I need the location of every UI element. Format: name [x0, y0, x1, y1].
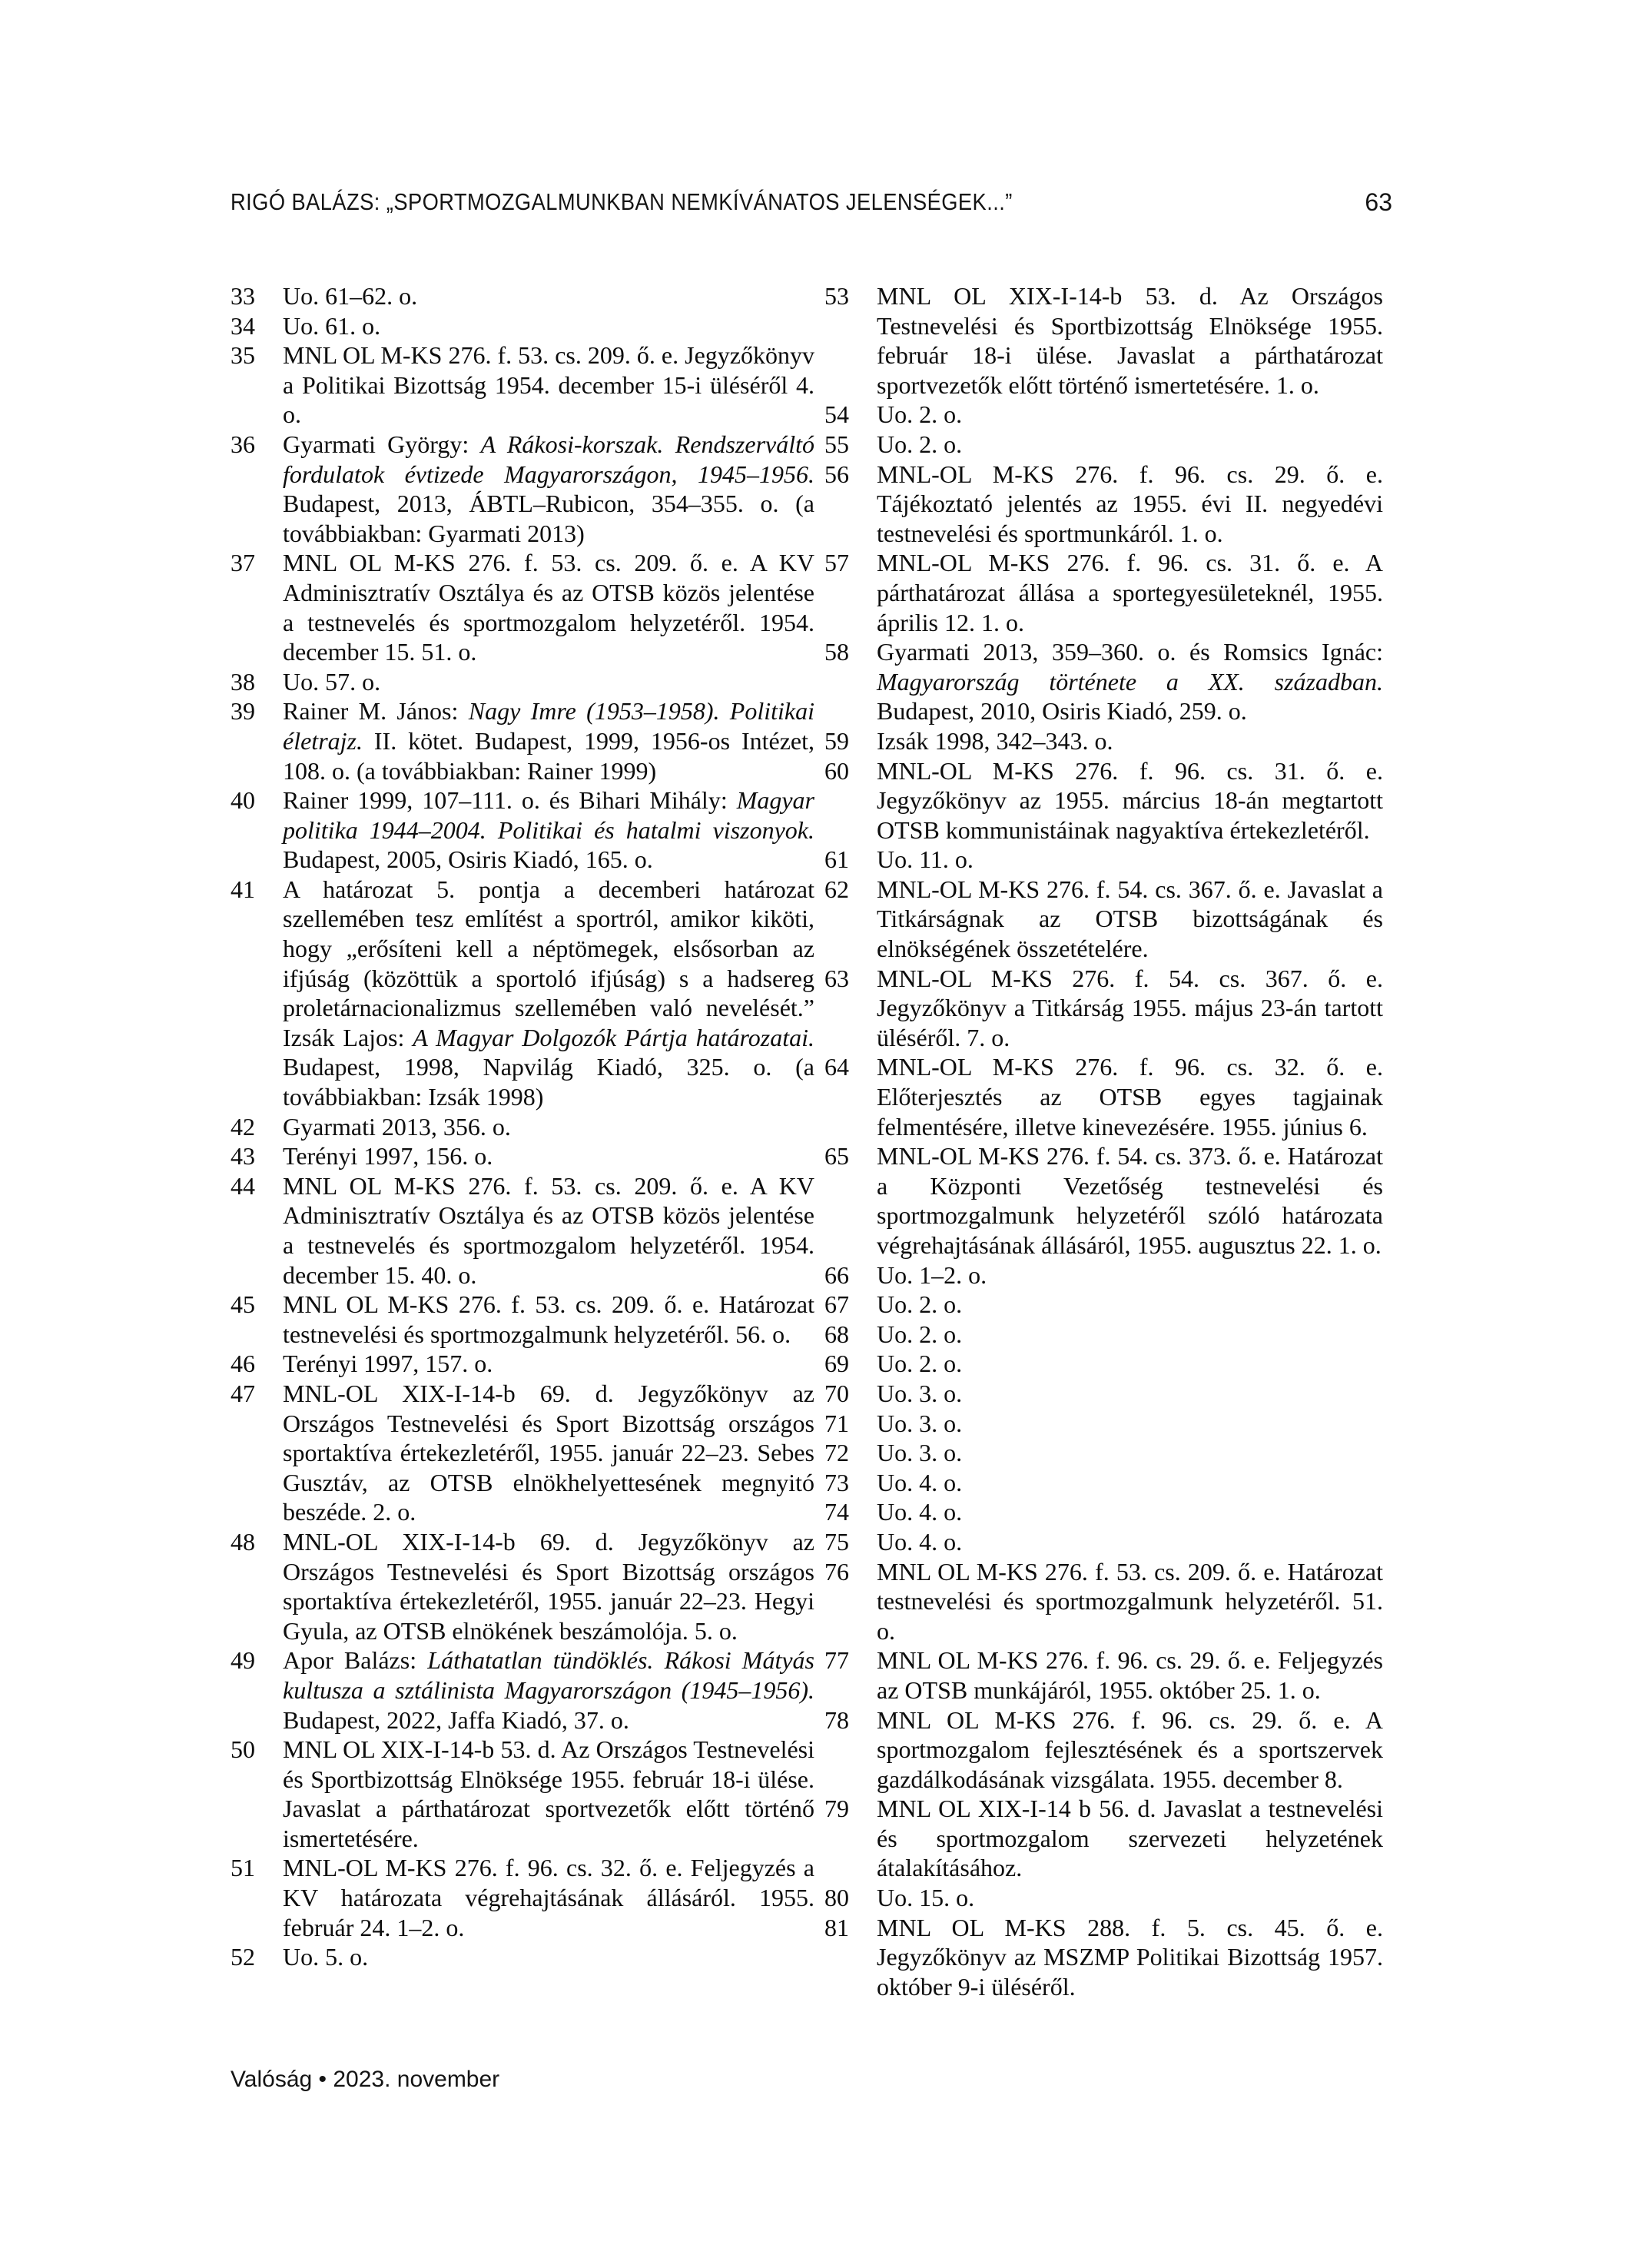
footnote-run: Terényi 1997, 156. o. — [283, 1142, 493, 1171]
footnote-number: 58 — [824, 638, 849, 666]
footnote-text — [877, 281, 1383, 400]
footnote-item — [824, 1141, 1383, 1260]
footnote-text — [283, 1171, 814, 1290]
footnote-run: Uo. 4. o. — [877, 1498, 963, 1526]
footnote-item — [231, 1645, 814, 1735]
footnote-text — [283, 1141, 814, 1171]
footnote-run: Uo. 2. o. — [877, 1350, 963, 1378]
footnote-text — [877, 1320, 1383, 1350]
footnote-item — [824, 1052, 1383, 1141]
footnote-run: Budapest, 1998, Napvilág Kiadó, 325. o. (a továbbiakban: Izsák 1998) — [283, 1053, 814, 1111]
footnote-work-title-italic: Magyarország története a XX. században. — [877, 667, 1383, 696]
footnote-number: 55 — [824, 430, 849, 458]
footnote-text — [283, 696, 814, 785]
footnote-number: 36 — [231, 430, 255, 458]
footnote-text — [877, 1141, 1383, 1260]
footnote-run: Gyarmati 2013, 359–360. o. és Romsics Ignác: — [877, 638, 1383, 666]
footnote-item — [824, 1468, 1383, 1498]
footnote-item — [231, 1112, 814, 1142]
footnote-run: MNL-OL M-KS 276. f. 54. cs. 367. ő. e. Javaslat a Titkárságnak az OTSB bizottságának és elnökségének összetételére. — [877, 875, 1383, 963]
footnote-run: MNL-OL XIX-I-14-b 69. d. Jegyzőkönyv az Országos Testnevelési és Sport Bizottság országos sportaktíva értekezletéről, 1955. január 22–23. Sebes Gusztáv, az OTSB elnökhelyettesének megnyitó beszéde. 2. o. — [283, 1379, 814, 1526]
footnote-item — [231, 1527, 814, 1645]
footnote-text — [877, 1349, 1383, 1379]
footnote-run: MNL-OL M-KS 276. f. 96. cs. 31. ő. e. Jegyzőkönyv az 1955. március 18-án megtartott OTSB kommunistáinak nagyaktíva értekezletéről. — [877, 756, 1383, 844]
footnote-item — [231, 340, 814, 430]
footnote-item — [824, 1557, 1383, 1646]
footnote-item — [824, 637, 1383, 726]
footnote-text — [877, 1557, 1383, 1646]
footnotes-column-left — [231, 281, 814, 1972]
footnote-run: A határozat 5. pontja a decemberi határozat szellemében tesz említést a sportról, amikor kiköti, hogy „erősíteni kell a néptömegek, elsősorban az ifjúság (közöttük a sportoló ifjúság) s a hadsereg proletárnacionalizmus szellemében való nevelését.” Izsák Lajos: — [283, 875, 814, 1051]
footnote-number: 75 — [824, 1527, 849, 1556]
footnote-run: MNL OL M-KS 276. f. 96. cs. 29. ő. e. Feljegyzés az OTSB munkájáról, 1955. október 25. 1. o. — [877, 1646, 1383, 1704]
footnote-run: Rainer 1999, 107–111. o. és Bihari Mihály: — [283, 786, 737, 815]
footnote-run: Gyarmati 2013, 356. o. — [283, 1112, 511, 1141]
footnote-run: Uo. 2. o. — [877, 1320, 963, 1348]
footnote-item — [231, 1171, 814, 1290]
footnote-work-title-italic: Nagy Imre (1953–1958). Politikai életrajz. — [283, 697, 815, 755]
footnote-text — [283, 1349, 814, 1379]
footnote-item — [231, 1853, 814, 1942]
footnote-text — [877, 1794, 1383, 1883]
footnote-number: 43 — [231, 1142, 255, 1171]
footnote-number: 33 — [231, 282, 255, 310]
footnote-number: 35 — [231, 341, 255, 370]
footnote-run: Budapest, 2005, Osiris Kiadó, 165. o. — [283, 845, 653, 874]
footnote-number: 39 — [231, 697, 255, 726]
page-header — [231, 188, 1392, 217]
footnote-text — [877, 1290, 1383, 1320]
footnote-item — [824, 548, 1383, 637]
footnote-number: 47 — [231, 1379, 255, 1407]
footnote-text — [283, 430, 814, 548]
footnote-run: Terényi 1997, 157. o. — [283, 1350, 493, 1378]
footnote-text — [877, 1468, 1383, 1498]
footnote-item — [231, 696, 814, 785]
footnote-item — [231, 667, 814, 697]
footnote-number: 52 — [231, 1943, 255, 1971]
footnote-text — [877, 430, 1383, 460]
footnote-run: MNL OL M-KS 276. f. 96. cs. 29. ő. e. A sportmozgalom fejlesztésének és a sportszervek gazdálkodásának vizsgálata. 1955. december 8. — [877, 1705, 1383, 1793]
footnote-number: 50 — [231, 1735, 255, 1764]
footnote-text — [877, 1705, 1383, 1795]
footnote-text — [877, 1379, 1383, 1409]
footnote-run: MNL OL M-KS 276. f. 53. cs. 209. ő. e. A KV Adminisztratív Osztálya és az OTSB közös jelentése a testnevelés és sportmozgalom helyzetéről. 1954. december 15. 40. o. — [283, 1171, 814, 1289]
footnote-item — [824, 400, 1383, 430]
footnote-text — [877, 400, 1383, 430]
footnote-item — [824, 1260, 1383, 1290]
footnote-run: Uo. 61–62. o. — [283, 282, 418, 310]
footnote-number: 64 — [824, 1053, 849, 1081]
footnote-run: Uo. 61. o. — [283, 311, 381, 340]
footnote-item — [824, 1438, 1383, 1468]
footnote-number: 66 — [824, 1260, 849, 1289]
footnote-number: 65 — [824, 1142, 849, 1171]
footnote-item — [824, 460, 1383, 549]
running-title: RIGÓ BALÁZS: „SPORTMOZGALMUNKBAN NEMKÍVÁNATOS JELENSÉGEK...” — [231, 188, 1013, 215]
page-number: 63 — [1365, 188, 1392, 216]
footnote-text — [283, 1853, 814, 1942]
footnote-run: MNL-OL M-KS 276. f. 54. cs. 367. ő. e. Jegyzőkönyv a Titkárság 1955. május 23-án tartott üléséről. 7. o. — [877, 964, 1383, 1051]
footnote-text — [283, 281, 814, 311]
footnote-text — [877, 637, 1383, 726]
footnote-text — [283, 1112, 814, 1142]
footnote-number: 80 — [824, 1884, 849, 1912]
footnote-item — [824, 1913, 1383, 2002]
footnote-text — [877, 756, 1383, 845]
footnote-item — [231, 430, 814, 548]
footnote-run: Gyarmati György: — [283, 430, 481, 458]
footnote-number: 71 — [824, 1409, 849, 1437]
footnote-work-title-italic: Láthatatlan tündöklés. Rákosi Mátyás kultusza a sztálinista Magyarországon (1945–1956). — [283, 1646, 815, 1704]
footnote-text — [283, 340, 814, 430]
footnote-text — [877, 845, 1383, 875]
footnote-item — [824, 1645, 1383, 1705]
footnote-work-title-italic: A Magyar Dolgozók Pártja határozatai. — [413, 1023, 814, 1051]
footnote-text — [877, 548, 1383, 637]
footnote-work-title-italic: A Rákosi-korszak. Rendszerváltó fordulatok évtizede Magyarországon, 1945–1956. — [283, 430, 815, 488]
footnote-item — [231, 875, 814, 1112]
footnote-item — [824, 1883, 1383, 1913]
footnote-item — [824, 281, 1383, 400]
footnote-text — [877, 1052, 1383, 1141]
footnote-number: 69 — [824, 1350, 849, 1378]
footnote-run: MNL-OL M-KS 276. f. 54. cs. 373. ő. e. Határozat a Központi Vezetőség testnevelési és sportmozgalmunk helyzetéről szóló határozata végrehajtásának állásáról, 1955. augusztus 22. 1. o. — [877, 1142, 1383, 1259]
footnote-number: 81 — [824, 1913, 849, 1941]
journal-issue-label: Valóság • 2023. november — [231, 2067, 500, 2092]
footnote-text — [877, 964, 1383, 1053]
footnote-item — [824, 1794, 1383, 1883]
footnote-number: 62 — [824, 875, 849, 903]
footnote-number: 44 — [231, 1171, 255, 1200]
footnote-text — [877, 875, 1383, 964]
footnote-run: Uo. 3. o. — [877, 1439, 963, 1467]
footnote-run: II. kötet. Budapest, 1999, 1956-os Intézet, 108. o. (a továbbiakban: Rainer 1999) — [283, 726, 814, 785]
footnote-text — [283, 1645, 814, 1735]
footnote-run: Rainer M. János: — [283, 697, 469, 726]
footnote-item — [824, 1409, 1383, 1439]
footnote-text — [877, 1527, 1383, 1557]
footnote-run: Budapest, 2022, Jaffa Kiadó, 37. o. — [283, 1705, 629, 1734]
footnote-text — [283, 875, 814, 1112]
footnote-run: Uo. 3. o. — [877, 1379, 963, 1407]
footnote-run: MNL OL XIX-I-14-b 53. d. Az Országos Testnevelési és Sportbizottság Elnöksége 1955. február 18-i ülése. Javaslat a párthatározat sportvezetők előtt történő ismertetésére. 1. o. — [877, 282, 1383, 399]
footnote-run: Uo. 2. o. — [877, 400, 963, 429]
footnote-run: MNL OL M-KS 276. f. 53. cs. 209. ő. e. A KV Adminisztratív Osztálya és az OTSB közös jelentése a testnevelés és sportmozgalom helyzetéről. 1954. december 15. 51. o. — [283, 549, 814, 666]
footnote-run: Budapest, 2010, Osiris Kiadó, 259. o. — [877, 697, 1247, 726]
footnote-text — [283, 1379, 814, 1527]
footnote-item — [231, 281, 814, 311]
footnote-item — [231, 785, 814, 875]
footnote-item — [231, 1141, 814, 1171]
footnote-number: 67 — [824, 1290, 849, 1319]
footnote-number: 40 — [231, 786, 255, 815]
footnote-number: 59 — [824, 726, 849, 755]
footnote-item — [824, 756, 1383, 845]
footnote-item — [231, 1942, 814, 1972]
footnote-run: Uo. 11. o. — [877, 845, 974, 874]
footnote-number: 42 — [231, 1112, 255, 1141]
footnote-run: MNL OL M-KS 276. f. 53. cs. 209. ő. e. Jegyzőkönyv a Politikai Bizottság 1954. december 15-i üléséről 4. o. — [283, 341, 814, 429]
footnote-number: 51 — [231, 1854, 255, 1882]
footnote-text — [877, 1913, 1383, 2002]
footnote-number: 61 — [824, 845, 849, 874]
footnote-text — [877, 726, 1383, 756]
footnote-run: Apor Balázs: — [283, 1646, 428, 1675]
footnote-number: 34 — [231, 311, 255, 340]
footnote-work-title-italic: Magyar politika 1944–2004. Politikai és hatalmi viszonyok. — [283, 786, 814, 844]
footnote-number: 60 — [824, 756, 849, 785]
footnote-text — [877, 1409, 1383, 1439]
footnote-run: Uo. 57. o. — [283, 667, 381, 696]
footnote-run: MNL OL M-KS 288. f. 5. cs. 45. ő. e. Jegyzőkönyv az MSZMP Politikai Bizottság 1957. október 9-i üléséről. — [877, 1913, 1383, 2001]
footnote-item — [824, 1497, 1383, 1527]
footnote-item — [231, 311, 814, 341]
footnote-number: 74 — [824, 1498, 849, 1526]
footnote-run: MNL OL M-KS 276. f. 53. cs. 209. ő. e. Határozat testnevelési és sportmozgalmunk helyzetéről. 56. o. — [283, 1290, 814, 1348]
footnote-number: 46 — [231, 1350, 255, 1378]
footnote-number: 37 — [231, 549, 255, 577]
page-footer — [231, 2066, 499, 2094]
footnote-item — [824, 430, 1383, 460]
footnote-item — [824, 1527, 1383, 1557]
footnote-run: MNL-OL M-KS 276. f. 96. cs. 32. ő. e. Feljegyzés a KV határozata végrehajtásának állásáról. 1955. február 24. 1–2. o. — [283, 1854, 814, 1941]
footnote-number: 73 — [824, 1468, 849, 1496]
footnote-item — [824, 1705, 1383, 1795]
footnote-run: MNL-OL M-KS 276. f. 96. cs. 32. ő. e. Előterjesztés az OTSB egyes tagjainak felmentésére, illetve kinevezésére. 1955. június 6. — [877, 1053, 1383, 1141]
footnote-run: Uo. 4. o. — [877, 1527, 963, 1556]
footnote-run: Izsák 1998, 342–343. o. — [877, 726, 1113, 755]
footnote-run: Uo. 4. o. — [877, 1468, 963, 1496]
footnote-item — [824, 1320, 1383, 1350]
footnote-text — [283, 1290, 814, 1349]
footnote-item — [824, 845, 1383, 875]
footnote-number: 78 — [824, 1705, 849, 1734]
footnote-text — [283, 667, 814, 697]
footnote-item — [231, 1379, 814, 1527]
footnote-run: MNL-OL XIX-I-14-b 69. d. Jegyzőkönyv az Országos Testnevelési és Sport Bizottság országos sportaktíva értekezletéről, 1955. január 22–23. Hegyi Gyula, az OTSB elnökének beszámolója. 5. o. — [283, 1527, 814, 1645]
footnote-item — [824, 964, 1383, 1053]
footnote-text — [283, 1735, 814, 1853]
footnotes-column-right — [824, 281, 1383, 2001]
footnote-number: 68 — [824, 1320, 849, 1348]
footnote-item — [824, 1379, 1383, 1409]
footnote-text — [283, 548, 814, 666]
footnote-item — [824, 1349, 1383, 1379]
footnote-run: Uo. 15. o. — [877, 1884, 975, 1912]
footnote-number: 54 — [824, 400, 849, 429]
footnote-run: MNL OL XIX-I-14-b 53. d. Az Országos Testnevelési és Sportbizottság Elnöksége 1955. február 18-i ülése. Javaslat a párthatározat sportvezetők előtt történő ismertetésére. — [283, 1735, 814, 1852]
footnote-run: Uo. 3. o. — [877, 1409, 963, 1437]
footnote-number: 63 — [824, 964, 849, 992]
footnote-text — [877, 1497, 1383, 1527]
footnote-text — [877, 1883, 1383, 1913]
footnote-text — [877, 1645, 1383, 1705]
footnote-run: Uo. 2. o. — [877, 1290, 963, 1319]
footnote-text — [877, 1260, 1383, 1290]
footnote-text — [877, 1438, 1383, 1468]
footnote-run: MNL-OL M-KS 276. f. 96. cs. 29. ő. e. Tájékoztató jelentés az 1955. évi II. negyedévi testnevelési és sportmunkáról. 1. o. — [877, 460, 1383, 547]
footnote-run: Uo. 5. o. — [283, 1943, 369, 1971]
footnote-run: MNL-OL M-KS 276. f. 96. cs. 31. ő. e. A párthatározat állása a sportegyesületeknél, 1955. április 12. 1. o. — [877, 549, 1383, 636]
footnote-number: 41 — [231, 875, 255, 903]
footnote-number: 53 — [824, 282, 849, 310]
footnote-item — [231, 1735, 814, 1853]
footnote-item — [824, 875, 1383, 964]
footnote-text — [877, 460, 1383, 549]
footnote-run: MNL OL M-KS 276. f. 53. cs. 209. ő. e. Határozat testnevelési és sportmozgalmunk helyzetéről. 51. o. — [877, 1557, 1383, 1645]
footnote-run: Uo. 2. o. — [877, 430, 963, 458]
footnote-item — [824, 1290, 1383, 1320]
footnote-number: 76 — [824, 1557, 849, 1586]
footnote-number: 49 — [231, 1646, 255, 1675]
footnote-item — [231, 1290, 814, 1349]
footnote-item — [231, 1349, 814, 1379]
footnote-number: 72 — [824, 1439, 849, 1467]
footnote-number: 77 — [824, 1646, 849, 1675]
footnote-number: 57 — [824, 549, 849, 577]
footnote-item — [824, 726, 1383, 756]
footnote-number: 45 — [231, 1290, 255, 1319]
footnote-number: 79 — [824, 1795, 849, 1823]
footnote-number: 70 — [824, 1379, 849, 1407]
footnote-run: Budapest, 2013, ÁBTL–Rubicon, 354–355. o. (a továbbiakban: Gyarmati 2013) — [283, 490, 814, 547]
footnote-number: 48 — [231, 1527, 255, 1556]
footnote-text — [283, 1527, 814, 1645]
footnote-text — [283, 1942, 814, 1972]
footnote-number: 38 — [231, 667, 255, 696]
footnote-number: 56 — [824, 460, 849, 488]
footnote-text — [283, 785, 814, 875]
footnote-item — [231, 548, 814, 666]
footnote-run: MNL OL XIX-I-14 b 56. d. Javaslat a testnevelési és sportmozgalom szervezeti helyzetének átalakításához. — [877, 1795, 1383, 1882]
footnote-text — [283, 311, 814, 341]
footnote-run: Uo. 1–2. o. — [877, 1260, 987, 1289]
